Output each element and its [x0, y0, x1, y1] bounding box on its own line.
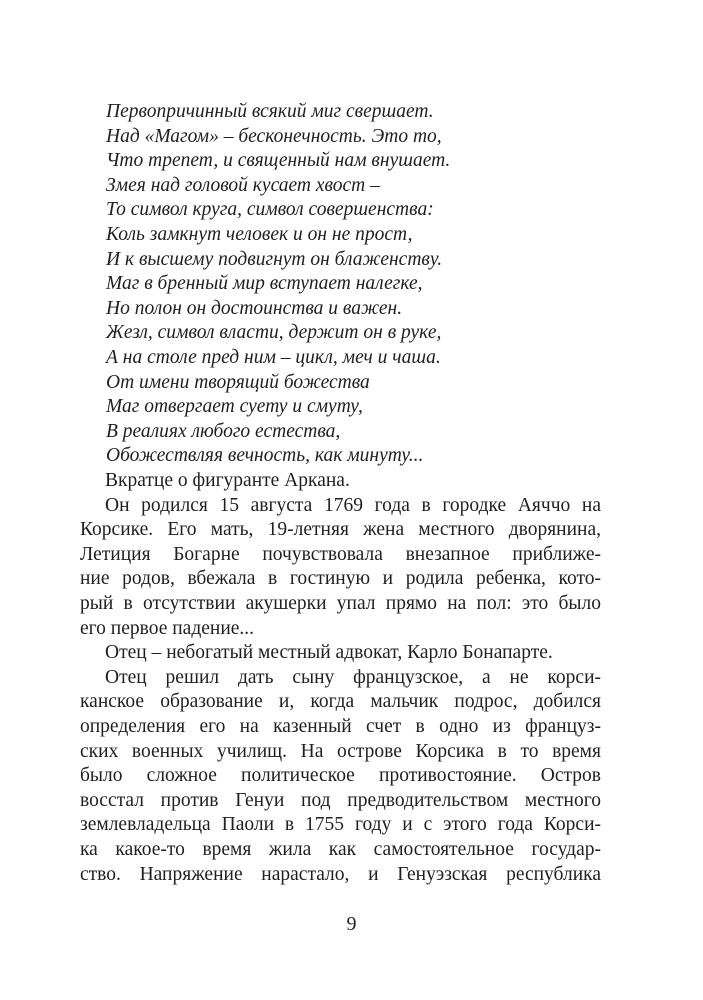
paragraph-education-line: землевладельца Паоли в 1755 году и с этого года Корси-	[80, 814, 601, 836]
poem-line: Что трепет, и священный нам внушает.	[106, 150, 451, 172]
paragraph-birth-line: Корсике. Его мать, 19-летняя жена местного дворянина,	[80, 519, 601, 541]
paragraph-birth-line: ние родов, вбежала в гостиную и родила ребенка, кото-	[80, 568, 601, 590]
paragraph-education-line: восстал против Генуи под предводительством местного	[80, 789, 601, 811]
paragraph-father-line: Отец – небогатый местный адвокат, Карло Бонапарте.	[105, 642, 553, 664]
poem-block	[106, 100, 606, 469]
poem-line: Обожествляя вечность, как минуту...	[106, 445, 424, 467]
paragraph-education-line: ских военных училищ. На острове Корсика в то время	[80, 740, 601, 762]
paragraph-birth-line: его первое падение...	[80, 617, 255, 639]
poem-line: Над «Магом» – бесконечность. Это то,	[106, 125, 442, 147]
paragraph-intro-line: Вкратце о фигуранте Аркана.	[105, 470, 350, 491]
paragraph-education-line: канское образование и, когда мальчик подрос, добился	[80, 691, 601, 713]
paragraph-education-line: ство. Напряжение нарастало, и Генуэзская республика	[80, 863, 601, 885]
prose-block	[80, 469, 601, 887]
poem-line: Маг в бренный мир вступает налегке,	[106, 273, 423, 295]
paragraph-education-line: определения его на казенный счет в одно из француз-	[80, 715, 601, 737]
poem-line: И к высшему подвигнут он блаженству.	[106, 248, 443, 270]
poem-line: То символ круга, символ совершенства:	[106, 199, 434, 221]
poem-line: Но полон он достоинства и важен.	[106, 297, 403, 319]
poem-line: Маг отвергает суету и смуту,	[106, 396, 363, 418]
paragraph-birth-line: Летиция Богарне почувствовала внезапное приближе-	[80, 543, 601, 565]
poem-line: А на столе пред ним – цикл, меч и чаша.	[106, 346, 441, 368]
poem-line: Жезл, символ власти, держит он в руке,	[106, 322, 442, 344]
poem-line: Первопричинный всякий миг свершает.	[106, 101, 434, 122]
paragraph-education-line: было сложное политическое противостояние. Остров	[80, 765, 601, 787]
poem-line: Змея над головой кусает хвост –	[106, 174, 380, 196]
poem-line: Коль замкнут человек и он не прост,	[106, 223, 413, 245]
paragraph-education-line: Отец решил дать сыну французское, а не корси-	[105, 666, 601, 688]
paragraph-education-line: ка какое-то время жила как самостоятельное государ-	[80, 838, 601, 860]
poem-line: От имени творящий божества	[106, 371, 370, 393]
page-number: 9	[346, 913, 357, 935]
paragraph-birth-line: Он родился 15 августа 1769 года в городке Аяччо на	[105, 494, 601, 516]
paragraph-birth-line: рый в отсутствии акушерки упал прямо на пол: это было	[80, 592, 601, 614]
poem-line: В реалиях любого естества,	[106, 420, 341, 442]
